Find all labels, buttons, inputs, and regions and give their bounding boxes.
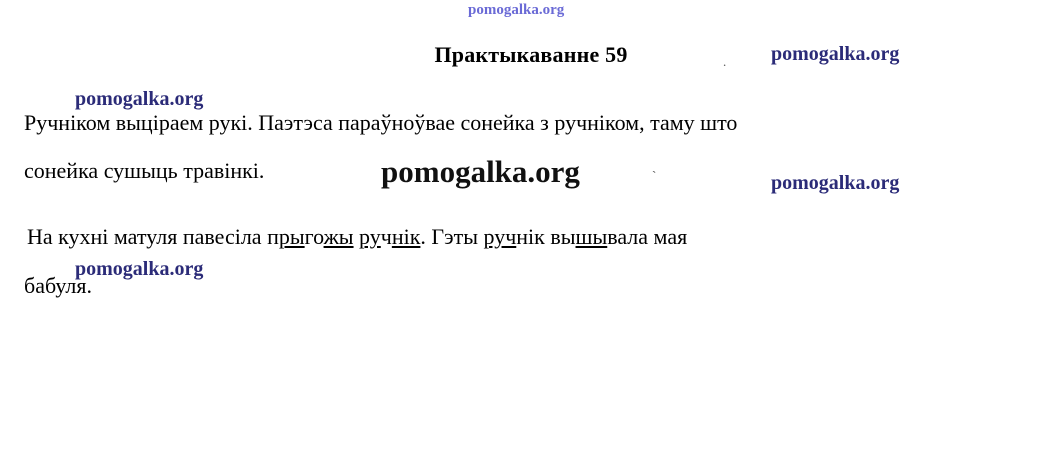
- underlined-text: шы: [575, 224, 608, 249]
- underlined-text: ру: [359, 224, 381, 249]
- watermark-right-2: pomogalka.org: [771, 172, 900, 194]
- plain-text: На кухні матуля павесіла п: [27, 224, 279, 249]
- underlined-text: жы: [323, 224, 354, 249]
- underlined-text: нік: [391, 224, 421, 249]
- plain-text: нік вы: [516, 224, 576, 249]
- watermark-right-1: pomogalka.org: [771, 43, 900, 65]
- plain-text: ч: [380, 224, 392, 249]
- paragraph-2-line-2: бабуля.: [24, 273, 92, 298]
- watermark-top: pomogalka.org: [468, 2, 565, 18]
- underlined-text: ры: [278, 224, 305, 249]
- stray-mark-1: .: [723, 54, 727, 69]
- page-title: Практыкаванне 59: [434, 42, 628, 67]
- watermark-left-1: pomogalka.org: [75, 88, 204, 110]
- watermark-center: pomogalka.org: [381, 154, 580, 189]
- plain-text: . Гэты: [420, 224, 484, 249]
- plain-text: вала мая: [607, 224, 688, 249]
- underlined-text: руч: [483, 224, 517, 249]
- stray-mark-2: `: [652, 168, 657, 183]
- watermark-left-2: pomogalka.org: [75, 258, 204, 280]
- plain-text: го: [304, 224, 324, 249]
- paragraph-2-line-1: [27, 226, 687, 248]
- paragraph-1-line-2: сонейка сушыць травінкі.: [24, 158, 265, 183]
- paragraph-1-line-1: Ручніком выціраем рукі. Паэтэса параўноўвае сонейка з ручніком, таму што: [24, 110, 738, 135]
